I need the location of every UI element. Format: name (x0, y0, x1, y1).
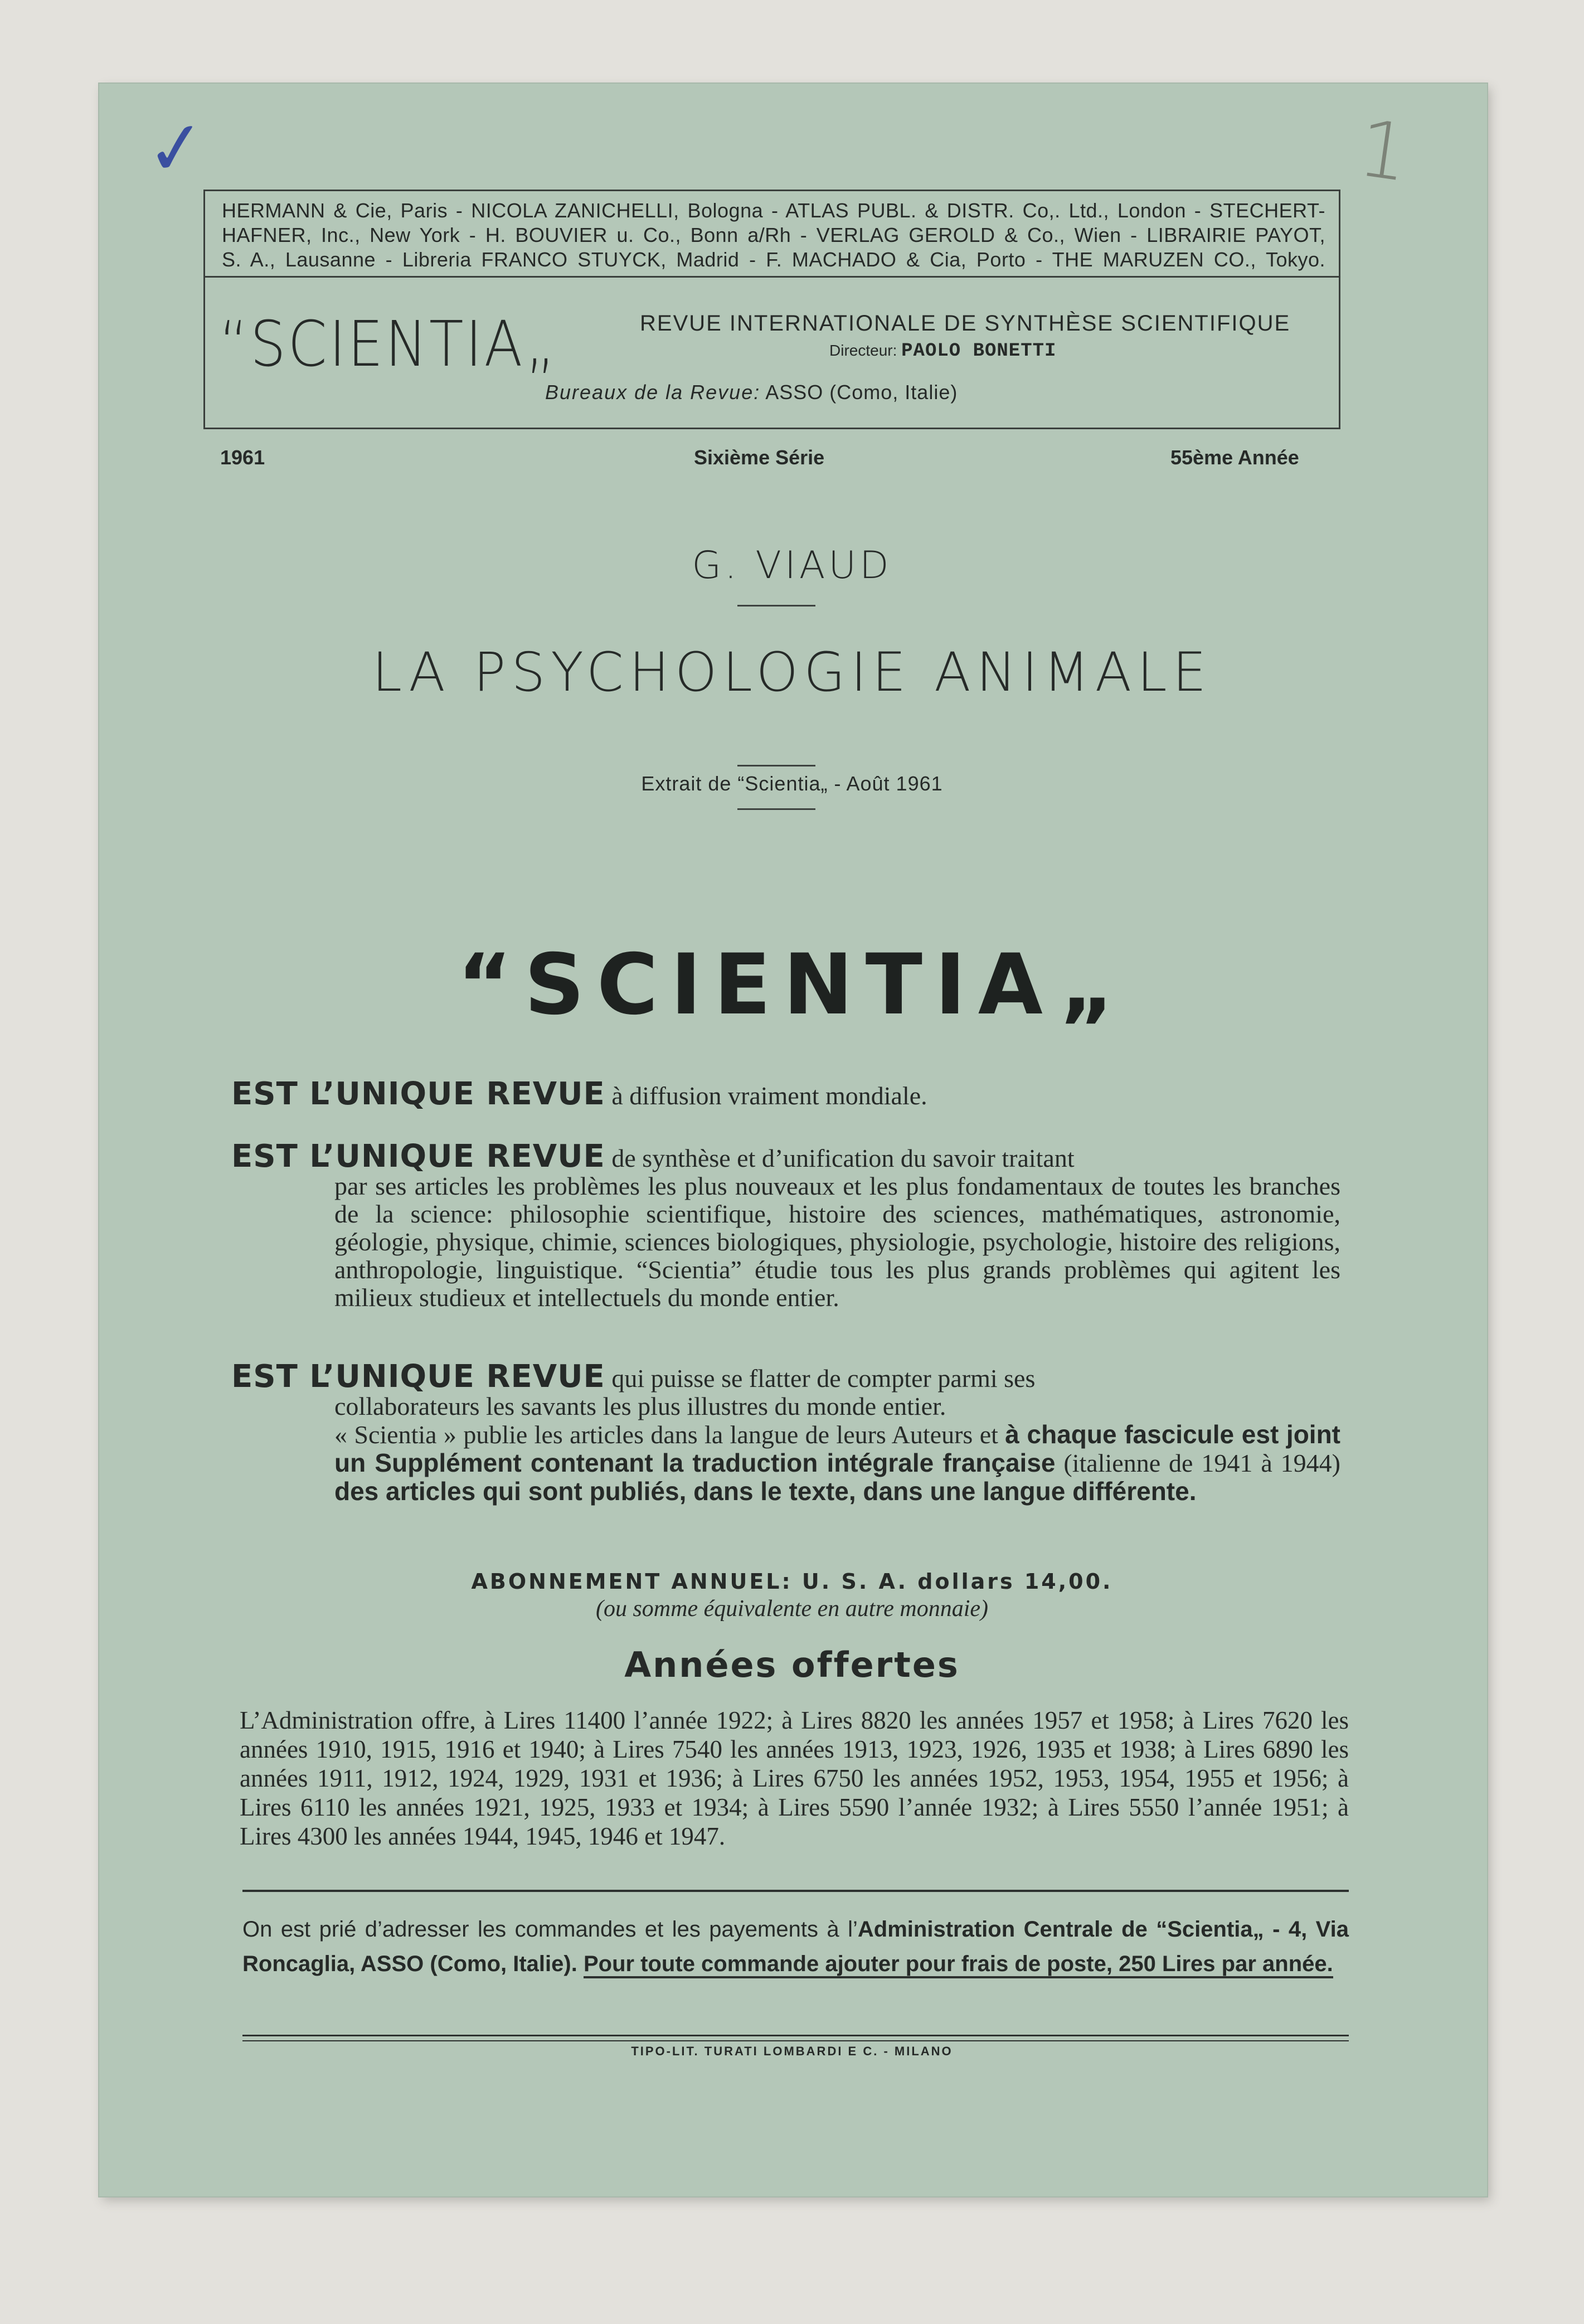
publishers-line-3: S. A., Lausanne - Libreria FRANCO STUYCK, Madrid - F. MACHADO & Cia, Porto - THE MARUZEN CO., Tokyo. (222, 248, 1325, 271)
masthead-box (203, 190, 1340, 429)
journal-title: “SCIENTIA„ (219, 308, 557, 381)
article-title: LA PSYCHOLOGIE ANIMALE (372, 641, 1212, 703)
advert-p1: à diffusion vraiment mondiale. (611, 1081, 927, 1110)
serie-annee: 55ème Année (1170, 446, 1299, 469)
advert-title: “SCIENTIA„ (457, 937, 1127, 1034)
advert-p4-c: (italienne de 1941 à 1944) (1063, 1449, 1340, 1477)
bureaux-line (545, 381, 958, 404)
annees-offertes-text: L’Administration offre, à Lires 11400 l’année 1922; à Lires 8820 les années 1957 et 1958; à Lires 7620 les années 1910, 1915, 1916 et 1940; à Lires 7540 les années 1913, 1923, 1926, 1935 et 1938; à Lires 6890 les années 1911, 1912, 1924, 1929, 1931 et 1936; à Lires 6750 les années 1952, 1953, 1954, 1955 et 1956; à Lires 6110 les années 1921, 1925, 1933 et 1934; à Lires 5590 l’année 1932; à Lires 5550 l’année 1951; à Lires 4300 les années 1944, 1945, 1946 et 1947. (240, 1706, 1349, 1850)
commande-rule-top (242, 1890, 1349, 1892)
revue-subtitle: REVUE INTERNATIONALE DE SYNTHÈSE SCIENTIFIQUE (640, 311, 1291, 336)
advert-lead-2: EST L’UNIQUE REVUE (231, 1138, 605, 1175)
commande-c: Pour toute commande ajouter pour frais de poste, 250 Lires par année. (584, 1952, 1333, 1978)
masthead-divider (205, 276, 1339, 278)
commande-b: Administration Centrale de “Scientia„ - 4, Via Roncaglia, ASSO (Como, Italie). (242, 1917, 1349, 1976)
serie-number: Sixième Série (694, 446, 825, 469)
advert-lead-3: EST L’UNIQUE REVUE (231, 1359, 605, 1395)
publishers-line-2: HAFNER, Inc., New York - H. BOUVIER u. Co., Bonn a/Rh - VERLAG GEROLD & Co., Wien - LIBRAIRIE PAYOT, (222, 224, 1325, 246)
extrait-rule-top (737, 765, 815, 766)
commande-paragraph (242, 1912, 1349, 1981)
directeur-label: Directeur: (829, 342, 897, 359)
bureaux-label: Bureaux de la Revue: (545, 381, 761, 404)
commande-a: On est prié d’adresser les commandes et les payements à l’ (242, 1917, 858, 1942)
printer-rule-2 (242, 2040, 1349, 2041)
annees-offertes-heading: Années offertes (624, 1644, 960, 1685)
abonnement-line: ABONNEMENT ANNUEL: U. S. A. dollars 14,00. (471, 1569, 1113, 1594)
directeur-name: PAOLO BONETTI (901, 341, 1057, 362)
advert-p3-rest: collaborateurs les savants les plus illustres du monde entier. (334, 1392, 946, 1420)
author-rule (737, 605, 815, 607)
advert-paragraph-1 (231, 1076, 1340, 1112)
somme-line: (ou somme équivalente en autre monnaie) (595, 1596, 989, 1622)
advert-p4-d: des articles qui sont publiés, dans le texte, dans une langue différente. (334, 1477, 1197, 1506)
advert-p2-first: de synthèse et d’unification du savoir traitant (611, 1144, 1075, 1172)
advert-p4-a: « Scientia » publie les articles dans la langue de leurs Auteurs et (334, 1420, 998, 1449)
advert-lead-1: EST L’UNIQUE REVUE (231, 1076, 605, 1112)
extrait-line: Extrait de “Scientia„ - Août 1961 (641, 772, 943, 795)
advert-p4-b: à chaque fascicule est joint un Supplément contenant la traduction intégrale française (334, 1420, 1341, 1477)
directeur-line (829, 341, 1056, 362)
printer-line: TIPO-LIT. TURATI LOMBARDI E C. - MILANO (631, 2044, 953, 2058)
advert-p3-first: qui puisse se flatter de compter parmi ses (611, 1364, 1036, 1393)
check-mark-annotation: ✓ (142, 103, 211, 194)
extrait-rule-bottom (737, 808, 815, 810)
advert-p2-rest: par ses articles les problèmes les plus nouveaux et les plus fondamentaux de toutes les branches de la science: philosophie scientifique, histoire des sciences, mathématiques, astronomie, géologie, physique, chimie, sciences biologiques, physiologie, psychologie, histoire des religions, anthropologie, linguistique. “Scientia” étudie tous les plus grands problèmes qui agitent les milieux studieux et intellectuels du monde entier. (334, 1172, 1340, 1312)
publishers-line-1: HERMANN & Cie, Paris - NICOLA ZANICHELLI, Bologna - ATLAS PUBL. & DISTR. Co,. Ltd., London - STECHERT- (222, 199, 1325, 222)
serie-year: 1961 (220, 446, 265, 469)
article-author: G. VIAUD (692, 544, 892, 588)
advert-paragraph-2 (231, 1138, 1340, 1312)
advert-paragraph-3 (231, 1359, 1341, 1506)
page-number-annotation: 1 (1353, 103, 1415, 200)
advert-p4 (231, 1420, 1340, 1506)
printer-rule-1 (242, 2035, 1349, 2036)
bureaux-address: ASSO (Como, Italie) (765, 381, 958, 404)
